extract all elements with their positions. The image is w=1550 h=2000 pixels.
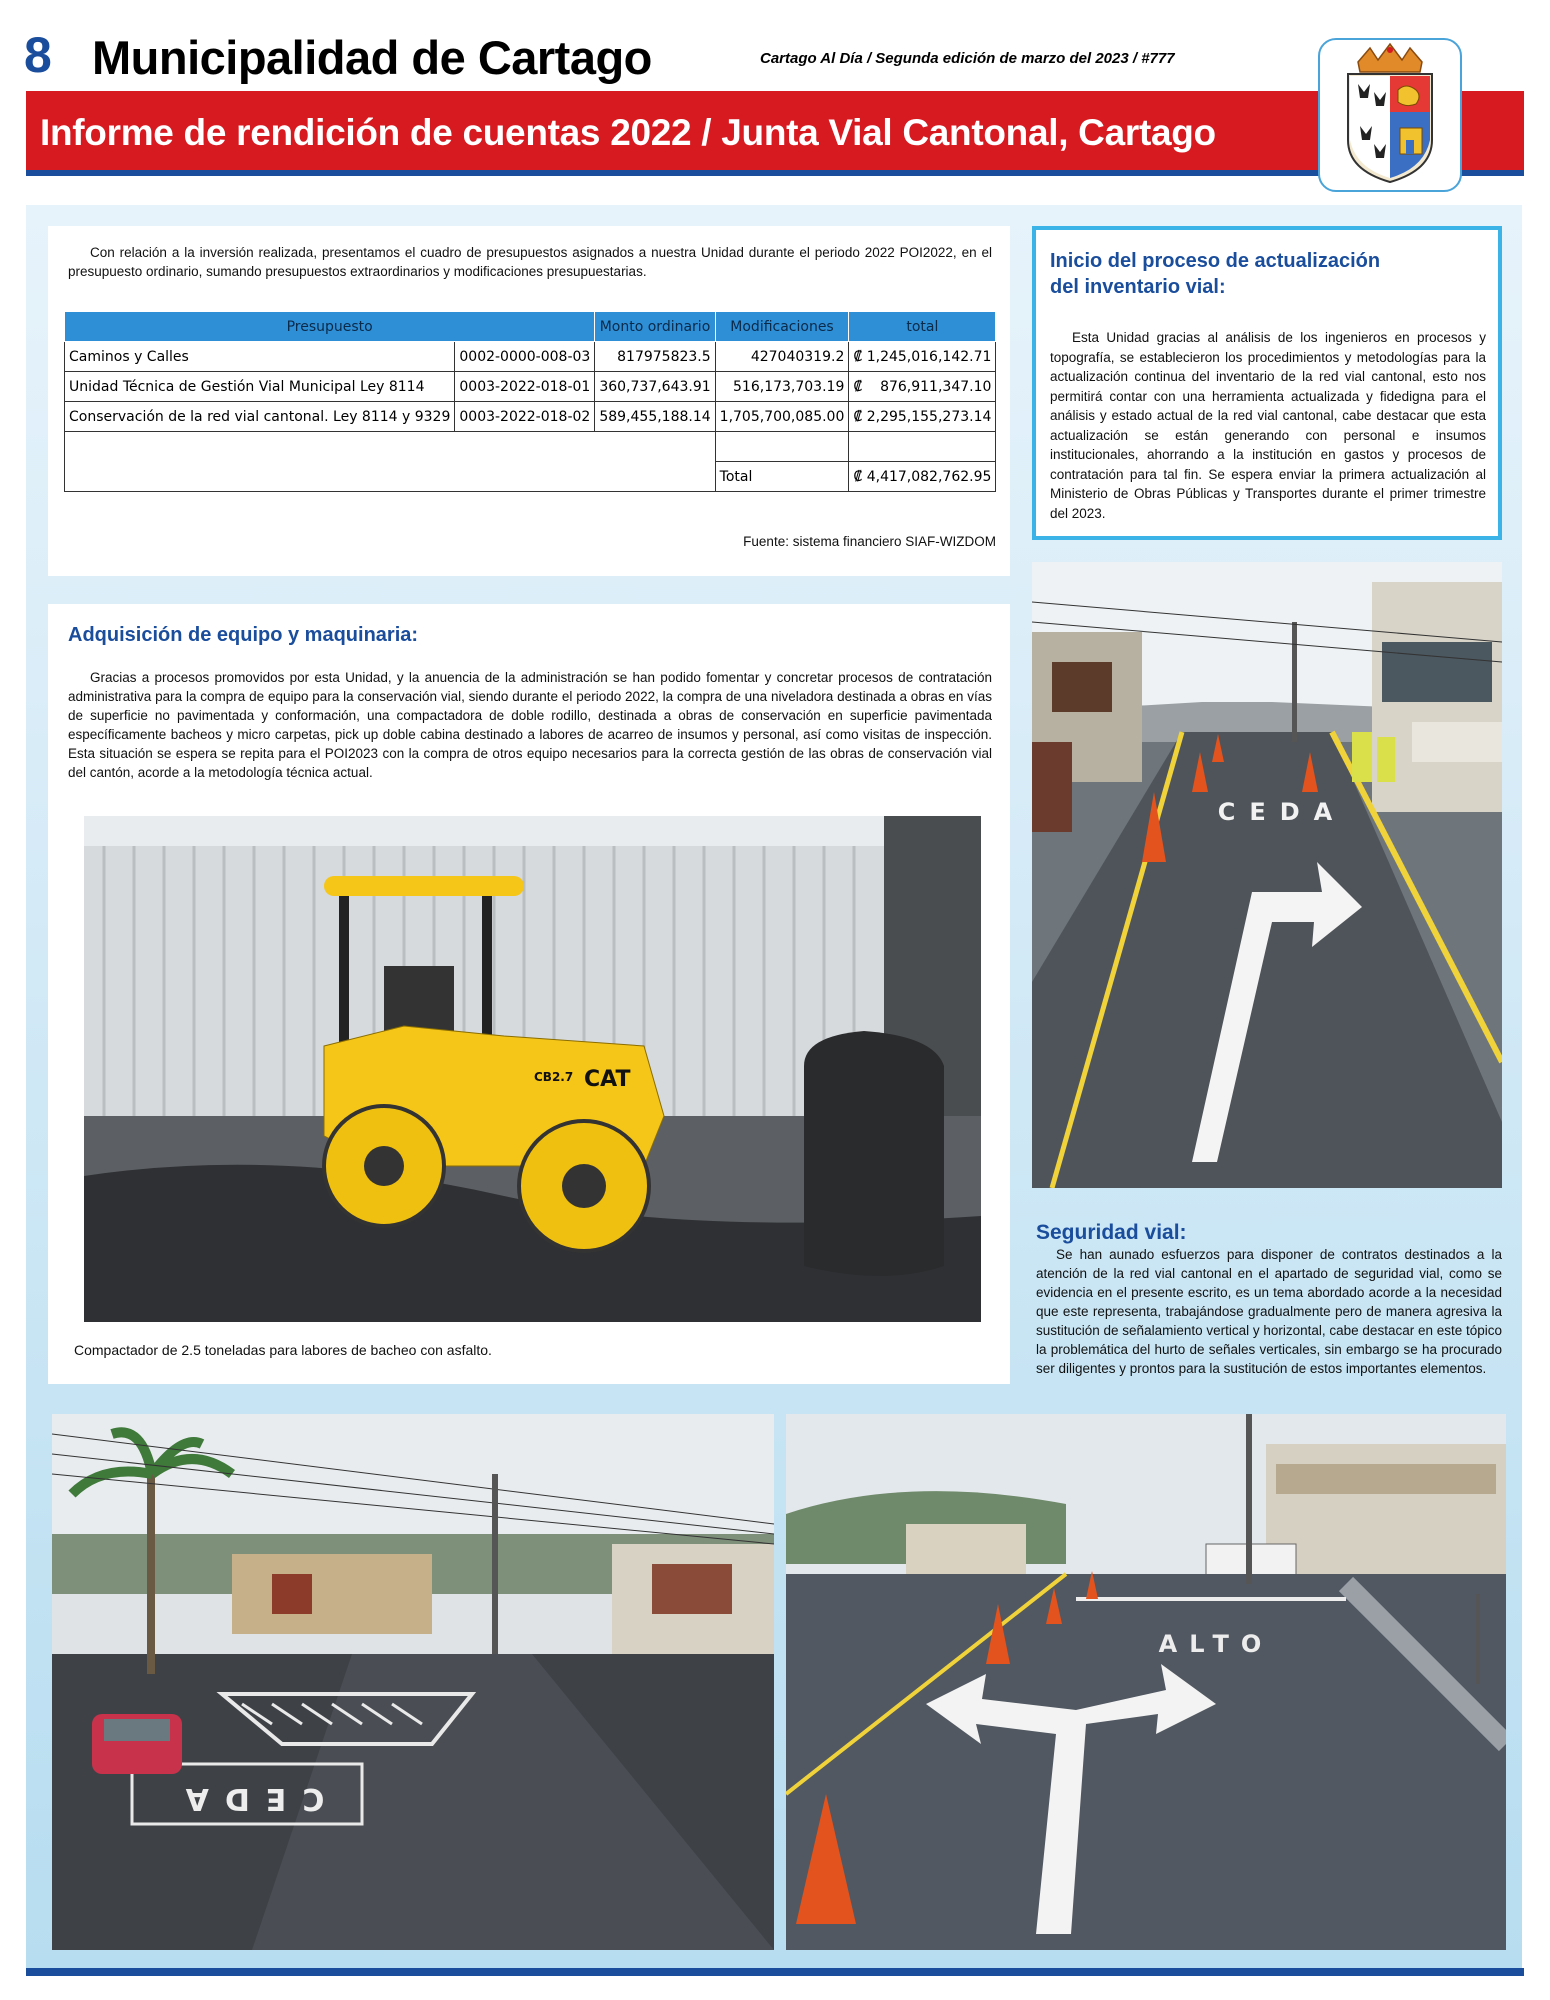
ceda-marking: CEDA — [1217, 798, 1347, 826]
row-total: ₡ 876,911,347.10 — [849, 372, 996, 402]
inventory-body: Esta Unidad gracias al análisis de los ingenieros en procesos y topografía, se establecieron los procedimientos y metodologías para la actualización continua del inventario de la red vial cantonal, esto nos permitirá contar con una herramienta actualizada y fidedigna para el análisis y estado actual de la red vial cantonal, cabe destacar que esta actualización se están generando con personal e insumos institucionales, ahorrando a la institución en gastos y procesos de contratación para tal fin. Se espera enviar la primera actualización al Ministerio de Obras Públicas y Transportes durante el primer trimestre del 2023. — [1050, 330, 1486, 521]
publication-title: Municipalidad de Cartago — [92, 31, 652, 84]
empty-cell — [849, 432, 996, 462]
coat-of-arms-icon — [1320, 40, 1460, 190]
row-ordinario: 360,737,643.91 — [595, 372, 715, 402]
empty-cell — [65, 432, 716, 492]
equipment-heading: Adquisición de equipo y maquinaria: — [68, 624, 419, 646]
roller-brand-label: CAT — [584, 1067, 631, 1092]
row-ordinario: 817975823.5 — [595, 342, 715, 372]
alto-marking: ALTO — [1158, 1630, 1274, 1658]
column-header: Monto ordinario — [595, 312, 715, 342]
row-ordinario: 589,455,188.14 — [595, 402, 715, 432]
roller-model-label: CB2.7 — [534, 1070, 574, 1084]
row-code: 0003-2022-018-01 — [455, 372, 595, 402]
table-row — [65, 402, 996, 432]
compactor-photo — [84, 816, 981, 1322]
row-code: 0003-2022-018-02 — [455, 402, 595, 432]
road-marking-photo — [1032, 562, 1502, 1188]
row-name: Unidad Técnica de Gestión Vial Municipal Ley 8114 — [65, 372, 455, 402]
column-header: total — [849, 312, 996, 342]
column-header: Modificaciones — [715, 312, 849, 342]
safety-body: Se han aunado esfuerzos para disponer de contratos destinados a la atención de la red vial cantonal en el apartado de seguridad vial, como se evidencia en el presente escrito, es un tema abordado acorde a la necesidad que este representa, trabajándose gradualmente pero de manera agresiva la sustitución de señalamiento vertical y horizontal, cabe destacar en este tópico la problemática del hurto de señales verticales, sin embargo se ha procurado ser diligentes y prontos para la sustitución de estos importantes elementos. — [1036, 1247, 1503, 1376]
table-source: Fuente: sistema financiero SIAF-WIZDOM — [743, 534, 996, 549]
ceda-marking: CEDA — [169, 1781, 325, 1816]
inventory-heading-line1: Inicio del proceso de actualización — [1050, 250, 1381, 272]
table-row — [65, 342, 996, 372]
inventory-heading-line2: del inventario vial: — [1050, 276, 1226, 298]
row-total: ₡ 2,295,155,273.14 — [849, 402, 996, 432]
row-modificaciones: 516,173,703.19 — [715, 372, 849, 402]
safety-heading: Seguridad vial: — [1036, 1221, 1187, 1244]
street-alto-photo — [786, 1414, 1506, 1950]
budget-table — [64, 311, 996, 492]
total-label: Total — [715, 462, 849, 492]
row-name: Caminos y Calles — [65, 342, 455, 372]
street-ceda-photo — [52, 1414, 774, 1950]
table-header-row — [65, 312, 996, 342]
page-number: 8 — [24, 27, 52, 83]
budget-intro: Con relación a la inversión realizada, presentamos el cuadro de presupuestos asignados a nuestra Unidad durante el periodo 2022 POI2022, en el presupuesto ordinario, sumando presupuestos extraordinarios y modificaciones presupuestarias. — [68, 245, 992, 279]
banner-underline — [26, 170, 1524, 176]
compactor-caption: Compactador de 2.5 toneladas para labores de bacheo con asfalto. — [74, 1342, 492, 1358]
inventory-heading — [1050, 248, 1490, 300]
municipal-crest — [1318, 38, 1462, 192]
row-name: Conservación de la red vial cantonal. Ley 8114 y 9329 — [65, 402, 455, 432]
equipment-body: Gracias a procesos promovidos por esta Unidad, y la anuencia de la administración se han podido fomentar y concretar procesos de contratación administrativa para la compra de equipo para la conservación vial, siendo durante el periodo 2022, la compra de una niveladora destinada a obras en vías de superficie no pavimentada y conformación, una compactadora de doble rodillo, destinada a obras de conservación en superficie pavimentada específicamente bacheos y micro carpetas, pick up doble cabina destinado a labores de acarreo de insumos y personal, así como visitas de inspección. Esta situación se espera se repita para el POI2023 con la compra de otros equipo necesarios para la correcta gestión de las obras de conservación vial del cantón, acorde a la metodología técnica actual. — [68, 670, 992, 780]
row-total: ₡ 1,245,016,142.71 — [849, 342, 996, 372]
grand-total: ₡ 4,417,082,762.95 — [849, 462, 996, 492]
banner-title: Informe de rendición de cuentas 2022 / Junta Vial Cantonal, Cartago — [40, 112, 1216, 153]
edition-line: Cartago Al Día / Segunda edición de marzo del 2023 / #777 — [760, 50, 1175, 67]
footer-rule — [26, 1968, 1524, 1976]
table-row — [65, 372, 996, 402]
row-modificaciones: 427040319.2 — [715, 342, 849, 372]
table-total-row — [65, 432, 996, 462]
empty-cell — [715, 432, 849, 462]
column-header: Presupuesto — [65, 312, 595, 342]
row-code: 0002-0000-008-03 — [455, 342, 595, 372]
row-modificaciones: 1,705,700,085.00 — [715, 402, 849, 432]
